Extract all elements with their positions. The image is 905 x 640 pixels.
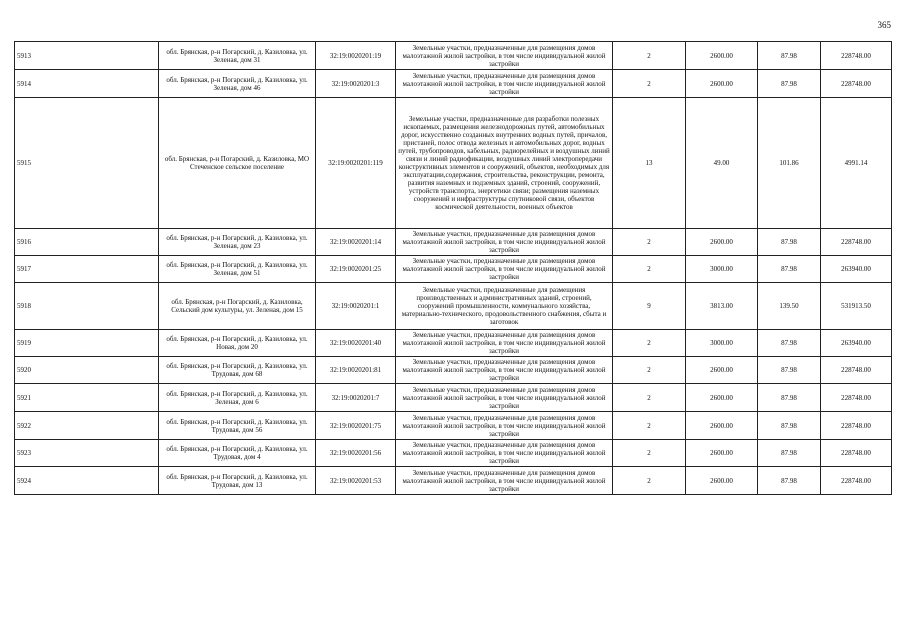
table-row bbox=[15, 229, 892, 256]
address-cell: обл. Брянская, р-н Погарский, д. Казиловка, МО Стеченское сельское поселение bbox=[159, 98, 316, 229]
address-cell: обл. Брянская, р-н Погарский, д. Казиловка, ул. Зеленая, дом 31 bbox=[159, 42, 316, 70]
permitted-use-cell: Земельные участки, предназначенные для размещения домов малоэтажной жилой застройки, в том числе индивидуальной жилой застройки bbox=[396, 229, 613, 256]
table-row bbox=[15, 412, 892, 440]
permitted-use-cell: Земельные участки, предназначенные для размещения домов малоэтажной жилой застройки, в том числе индивидуальной жилой застройки bbox=[396, 42, 613, 70]
specific-value-cell: 87.98 bbox=[758, 330, 821, 357]
permitted-use-cell: Земельные участки, предназначенные для размещения домов малоэтажной жилой застройки, в том числе индивидуальной жилой застройки bbox=[396, 256, 613, 283]
cadastral-number-cell: 32:19:0020201:119 bbox=[316, 98, 396, 229]
cadastral-value-cell: 263940.00 bbox=[821, 330, 892, 357]
row-number: 5924 bbox=[15, 467, 159, 495]
address-cell: обл. Брянская, р-н Погарский, д. Казиловка, ул. Трудовая, дом 56 bbox=[159, 412, 316, 440]
table-row bbox=[15, 283, 892, 330]
address-cell: обл. Брянская, р-н Погарский, д. Казиловка, ул. Зеленая, дом 46 bbox=[159, 70, 316, 98]
use-group-cell: 2 bbox=[613, 384, 686, 412]
row-number: 5923 bbox=[15, 440, 159, 467]
specific-value-cell: 87.98 bbox=[758, 440, 821, 467]
table-row bbox=[15, 467, 892, 495]
table-body bbox=[15, 42, 892, 495]
table-row bbox=[15, 440, 892, 467]
cadastral-number-cell: 32:19:0020201:81 bbox=[316, 357, 396, 384]
cadastral-number-cell: 32:19:0020201:1 bbox=[316, 283, 396, 330]
cadastral-value-cell: 531913.50 bbox=[821, 283, 892, 330]
table-row bbox=[15, 256, 892, 283]
cadastral-number-cell: 32:19:0020201:75 bbox=[316, 412, 396, 440]
area-cell: 2600.00 bbox=[686, 70, 758, 98]
address-cell: обл. Брянская, р-н Погарский, д. Казиловка, ул. Трудовая, дом 4 bbox=[159, 440, 316, 467]
row-number: 5919 bbox=[15, 330, 159, 357]
specific-value-cell: 87.98 bbox=[758, 384, 821, 412]
area-cell: 2600.00 bbox=[686, 384, 758, 412]
area-cell: 2600.00 bbox=[686, 412, 758, 440]
area-cell: 2600.00 bbox=[686, 229, 758, 256]
address-cell: обл. Брянская, р-н Погарский, д. Казиловка, ул. Зеленая, дом 6 bbox=[159, 384, 316, 412]
use-group-cell: 2 bbox=[613, 440, 686, 467]
use-group-cell: 2 bbox=[613, 42, 686, 70]
address-cell: обл. Брянская, р-н Погарский, д. Казиловка, ул. Новая, дом 20 bbox=[159, 330, 316, 357]
use-group-cell: 13 bbox=[613, 98, 686, 229]
cadastral-value-cell: 228748.00 bbox=[821, 412, 892, 440]
specific-value-cell: 87.98 bbox=[758, 256, 821, 283]
area-cell: 3000.00 bbox=[686, 256, 758, 283]
row-number: 5914 bbox=[15, 70, 159, 98]
address-cell: обл. Брянская, р-н Погарский, д. Казиловка, ул. Зеленая, дом 51 bbox=[159, 256, 316, 283]
specific-value-cell: 87.98 bbox=[758, 467, 821, 495]
permitted-use-cell: Земельные участки, предназначенные для размещения домов малоэтажной жилой застройки, в том числе индивидуальной жилой застройки bbox=[396, 330, 613, 357]
permitted-use-cell: Земельные участки, предназначенные для размещения производственных и административных зданий, строений, сооружений промышленности, коммунального хозяйства, материально-технического, продовольственного снабжения, сбыта и заготовок bbox=[396, 283, 613, 330]
area-cell: 2600.00 bbox=[686, 42, 758, 70]
area-cell: 2600.00 bbox=[686, 440, 758, 467]
cadastral-number-cell: 32:19:0020201:7 bbox=[316, 384, 396, 412]
row-number: 5917 bbox=[15, 256, 159, 283]
table-row bbox=[15, 357, 892, 384]
permitted-use-cell: Земельные участки, предназначенные для размещения домов малоэтажной жилой застройки, в том числе индивидуальной жилой застройки bbox=[396, 70, 613, 98]
area-cell: 2600.00 bbox=[686, 357, 758, 384]
use-group-cell: 2 bbox=[613, 256, 686, 283]
permitted-use-cell: Земельные участки, предназначенные для размещения домов малоэтажной жилой застройки, в том числе индивидуальной жилой застройки bbox=[396, 440, 613, 467]
row-number: 5913 bbox=[15, 42, 159, 70]
row-number: 5918 bbox=[15, 283, 159, 330]
row-number: 5920 bbox=[15, 357, 159, 384]
use-group-cell: 2 bbox=[613, 412, 686, 440]
specific-value-cell: 139.50 bbox=[758, 283, 821, 330]
cadastral-number-cell: 32:19:0020201:25 bbox=[316, 256, 396, 283]
specific-value-cell: 87.98 bbox=[758, 357, 821, 384]
use-group-cell: 2 bbox=[613, 229, 686, 256]
specific-value-cell: 87.98 bbox=[758, 42, 821, 70]
cadastral-number-cell: 32:19:0020201:53 bbox=[316, 467, 396, 495]
cadastral-value-cell: 228748.00 bbox=[821, 229, 892, 256]
specific-value-cell: 87.98 bbox=[758, 229, 821, 256]
cadastral-value-cell: 228748.00 bbox=[821, 70, 892, 98]
permitted-use-cell: Земельные участки, предназначенные для размещения домов малоэтажной жилой застройки, в том числе индивидуальной жилой застройки bbox=[396, 467, 613, 495]
cadastral-value-cell: 228748.00 bbox=[821, 467, 892, 495]
area-cell: 3000.00 bbox=[686, 330, 758, 357]
address-cell: обл. Брянская, р-н Погарский, д. Казиловка, ул. Трудовая, дом 68 bbox=[159, 357, 316, 384]
address-cell: обл. Брянская, р-н Погарский, д. Казиловка, ул. Трудовая, дом 13 bbox=[159, 467, 316, 495]
permitted-use-cell: Земельные участки, предназначенные для размещения домов малоэтажной жилой застройки, в том числе индивидуальной жилой застройки bbox=[396, 412, 613, 440]
table-row bbox=[15, 384, 892, 412]
specific-value-cell: 87.98 bbox=[758, 412, 821, 440]
table-row bbox=[15, 70, 892, 98]
area-cell: 49.00 bbox=[686, 98, 758, 229]
cadastral-value-cell: 228748.00 bbox=[821, 42, 892, 70]
specific-value-cell: 101.86 bbox=[758, 98, 821, 229]
cadastral-value-cell: 228748.00 bbox=[821, 440, 892, 467]
cadastral-number-cell: 32:19:0020201:3 bbox=[316, 70, 396, 98]
use-group-cell: 2 bbox=[613, 467, 686, 495]
permitted-use-cell: Земельные участки, предназначенные для размещения домов малоэтажной жилой застройки, в том числе индивидуальной жилой застройки bbox=[396, 357, 613, 384]
permitted-use-cell: Земельные участки, предназначенные для размещения домов малоэтажной жилой застройки, в том числе индивидуальной жилой застройки bbox=[396, 384, 613, 412]
table-row bbox=[15, 98, 892, 229]
use-group-cell: 9 bbox=[613, 283, 686, 330]
row-number: 5916 bbox=[15, 229, 159, 256]
use-group-cell: 2 bbox=[613, 70, 686, 98]
cadastral-number-cell: 32:19:0020201:19 bbox=[316, 42, 396, 70]
row-number: 5915 bbox=[15, 98, 159, 229]
cadastral-value-cell: 4991.14 bbox=[821, 98, 892, 229]
land-register-table bbox=[14, 41, 892, 495]
permitted-use-cell: Земельные участки, предназначенные для разработки полезных ископаемых, размещения железнодорожных путей, автомобильных дорог, искусственно созданных внутренних водных путей, причалов, пристаней, полос отвода железных и автомобильных дорог, водных путей, трубопроводов, кабельных, радиорелейных и воздушных линий связи и линий радиофикации, воздушных линий электропередачи конструктивных элементов и сооружений, объектов, необходимых для эксплуатации,содержания, строительства, реконструкции, ремонта, развития наземных и подземных зданий, строений, сооружений, устройств транспорта, энергетики связи; размещения наземных сооружений и инфраструктуры спутниковой связи, объектов космической деятельности, военных объектов bbox=[396, 98, 613, 229]
cadastral-value-cell: 228748.00 bbox=[821, 384, 892, 412]
cadastral-number-cell: 32:19:0020201:14 bbox=[316, 229, 396, 256]
area-cell: 3813.00 bbox=[686, 283, 758, 330]
use-group-cell: 2 bbox=[613, 330, 686, 357]
table-row bbox=[15, 42, 892, 70]
page-number: 365 bbox=[877, 20, 891, 30]
cadastral-value-cell: 228748.00 bbox=[821, 357, 892, 384]
use-group-cell: 2 bbox=[613, 357, 686, 384]
table-row bbox=[15, 330, 892, 357]
row-number: 5922 bbox=[15, 412, 159, 440]
row-number: 5921 bbox=[15, 384, 159, 412]
area-cell: 2600.00 bbox=[686, 467, 758, 495]
cadastral-number-cell: 32:19:0020201:56 bbox=[316, 440, 396, 467]
address-cell: обл. Брянская, р-н Погарский, д. Казиловка, Сельский дом культуры, ул. Зеленая, дом 15 bbox=[159, 283, 316, 330]
cadastral-number-cell: 32:19:0020201:40 bbox=[316, 330, 396, 357]
specific-value-cell: 87.98 bbox=[758, 70, 821, 98]
address-cell: обл. Брянская, р-н Погарский, д. Казиловка, ул. Зеленая, дом 23 bbox=[159, 229, 316, 256]
cadastral-value-cell: 263940.00 bbox=[821, 256, 892, 283]
